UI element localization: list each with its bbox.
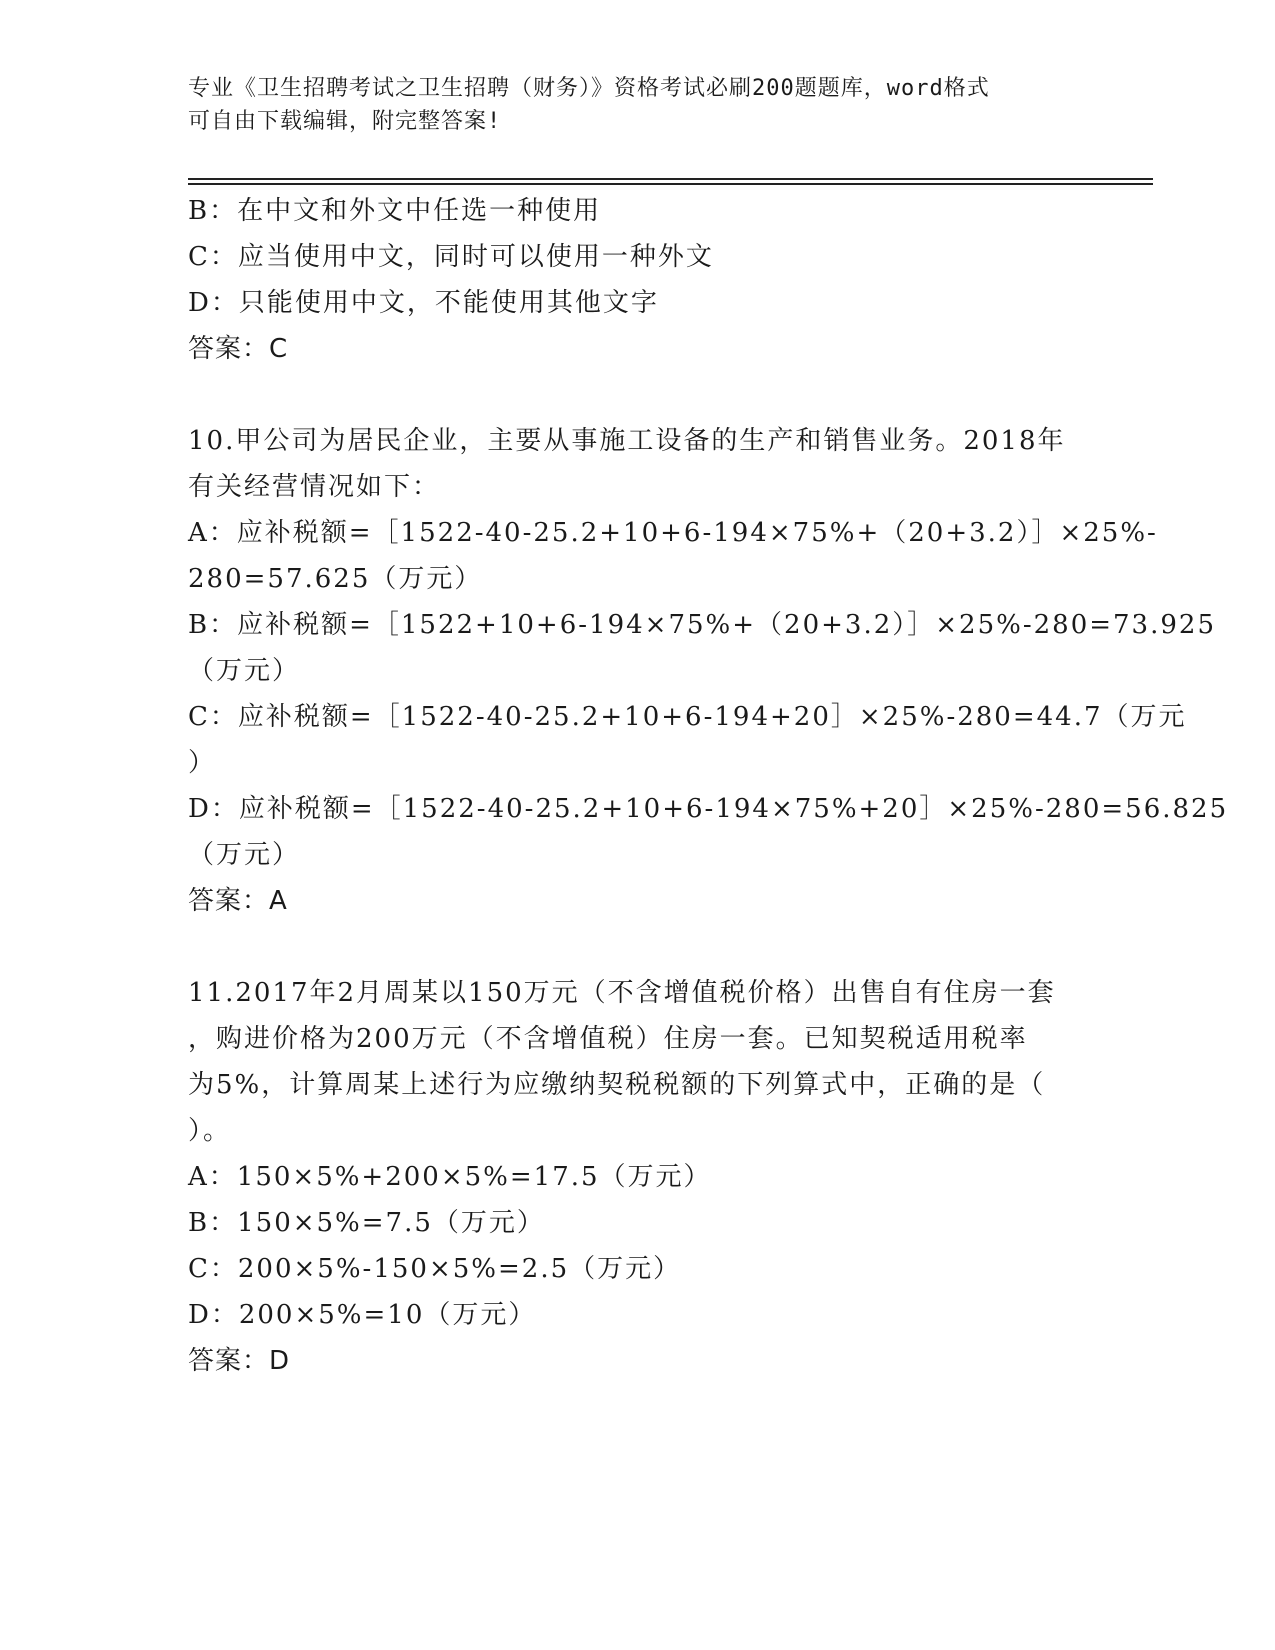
prev-question-block [188, 188, 1088, 372]
option-a: A：应补税额=［1522-40-25.2+10+6-194×75%+（20+3.2）］×25%- [188, 518, 1158, 548]
question-stem-line: 10.甲公司为居民企业，主要从事施工设备的生产和销售业务。2018年 [188, 426, 1066, 456]
answer-text: 答案：C [188, 334, 289, 364]
question-stem-line: 11.2017年2月周某以150万元（不含增值税价格）出售自有住房一套 [188, 978, 1056, 1008]
header-divider-bottom [188, 183, 1153, 185]
spacer [188, 924, 1088, 970]
answer-text: 答案：D [188, 1346, 291, 1376]
option-c: C：应补税额=［1522-40-25.2+10+6-194+20］×25%-280=44.7（万元 [188, 702, 1187, 732]
document-header [188, 72, 1088, 138]
document-body [188, 188, 1229, 1384]
option-a-cont: 280=57.625（万元） [188, 564, 483, 594]
header-line-2: 可自由下载编辑，附完整答案! [188, 109, 502, 134]
option-d: D：应补税额=［1522-40-25.2+10+6-194×75%+20］×25%-280=56.825 [188, 794, 1229, 824]
option-b: B：在中文和外文中任选一种使用 [188, 196, 602, 226]
option-c: C：200×5%-150×5%=2.5（万元） [188, 1254, 682, 1284]
option-d-cont: （万元） [188, 840, 301, 870]
answer-text: 答案：A [188, 886, 288, 916]
question-stem-line: 有关经营情况如下： [188, 472, 441, 502]
question-stem-line: ）。 [188, 1116, 232, 1146]
option-b: B：150×5%=7.5（万元） [188, 1208, 545, 1238]
question-10-block [188, 418, 1229, 924]
option-d: D：200×5%=10（万元） [188, 1300, 537, 1330]
header-line-1: 专业《卫生招聘考试之卫生招聘（财务）》资格考试必刷200题题库，word格式 [188, 76, 990, 101]
option-d: D：只能使用中文，不能使用其他文字 [188, 288, 659, 318]
option-c-cont: ） [188, 748, 217, 778]
option-c: C：应当使用中文，同时可以使用一种外文 [188, 242, 714, 272]
header-divider-top [188, 178, 1153, 180]
spacer [188, 372, 1088, 418]
question-stem-line: 为5%，计算周某上述行为应缴纳契税税额的下列算式中，正确的是（ [188, 1070, 1046, 1100]
question-11-block [188, 970, 1088, 1384]
option-a: A：150×5%+200×5%=17.5（万元） [188, 1162, 712, 1192]
question-stem-line: ，购进价格为200万元（不含增值税）住房一套。已知契税适用税率 [188, 1024, 1028, 1054]
option-b: B：应补税额=［1522+10+6-194×75%+（20+3.2）］×25%-280=73.925 [188, 610, 1216, 640]
option-b-cont: （万元） [188, 656, 301, 686]
